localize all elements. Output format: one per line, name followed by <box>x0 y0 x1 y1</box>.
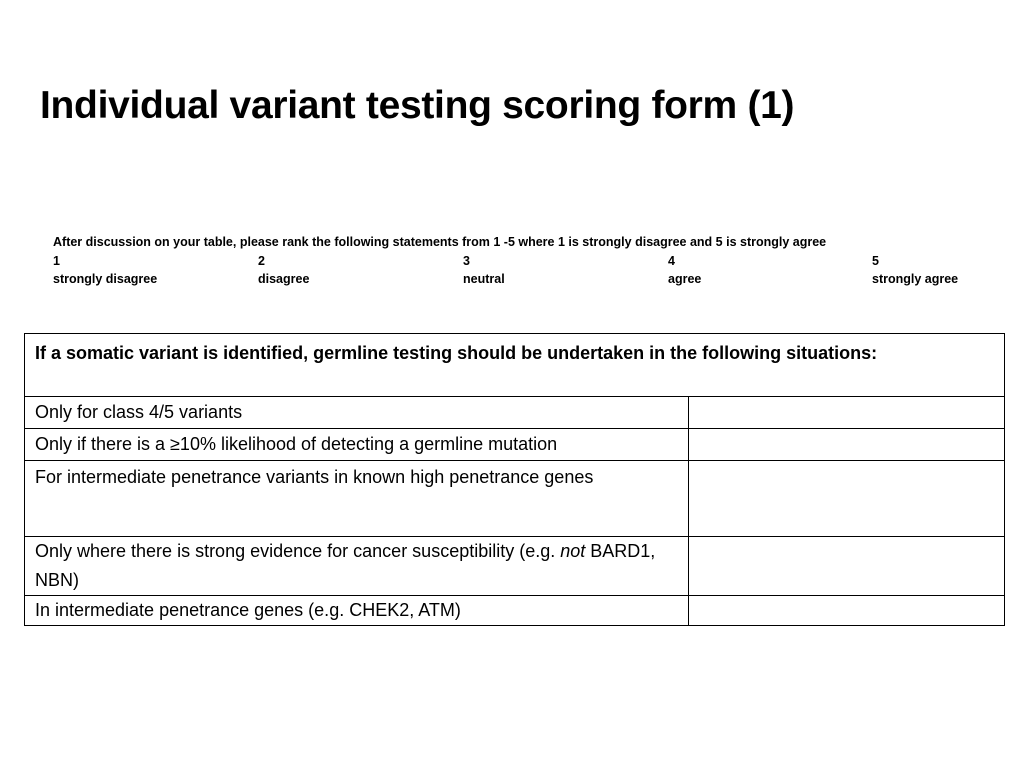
table-header-cell: If a somatic variant is identified, germline testing should be undertaken in the following situations: <box>25 334 1005 397</box>
score-cell[interactable] <box>689 397 1005 429</box>
table-row <box>25 397 1005 429</box>
statement-cell: In intermediate penetrance genes (e.g. CHEK2, ATM) <box>25 596 689 626</box>
scale-values-row <box>53 252 973 271</box>
scale-value-2: 2 <box>258 253 265 268</box>
scale-value-3: 3 <box>463 253 470 268</box>
page-title: Individual variant testing scoring form (1) <box>40 84 795 127</box>
score-cell[interactable] <box>689 537 1005 596</box>
scale-value-1: 1 <box>53 253 60 268</box>
statement-cell <box>25 537 689 596</box>
table-row <box>25 461 1005 537</box>
statement-cell: Only if there is a ≥10% likelihood of detecting a germline mutation <box>25 429 689 461</box>
score-cell[interactable] <box>689 429 1005 461</box>
table-row <box>25 537 1005 596</box>
statement-cell: Only for class 4/5 variants <box>25 397 689 429</box>
scoring-table <box>24 333 1005 626</box>
scale-label-3: neutral <box>463 272 505 286</box>
statement-text-end: BARD1, NBN) <box>35 541 656 590</box>
statement-cell <box>25 461 689 537</box>
scale-labels-row <box>53 270 973 289</box>
scale-label-2: disagree <box>258 272 310 286</box>
statement-text-start: Only where there is strong evidence for cancer susceptibility (e.g. <box>35 541 561 561</box>
instructions-text: After discussion on your table, please rank the following statements from 1 -5 where 1 is strongly disagree and 5 is strongly agree <box>53 235 827 249</box>
statement-emphasis: not <box>560 541 586 561</box>
table-row <box>25 596 1005 626</box>
instructions-block <box>53 233 973 289</box>
scale-label-4: agree <box>668 272 702 286</box>
scale-label-5: strongly agree <box>872 272 959 286</box>
statement-text: For intermediate penetrance variants in known high penetrance genes <box>35 467 594 487</box>
score-cell[interactable] <box>689 461 1005 537</box>
scale-label-1: strongly disagree <box>53 272 158 286</box>
table-header-row <box>25 334 1005 397</box>
table-row <box>25 429 1005 461</box>
scale-value-5: 5 <box>872 253 879 268</box>
scale-value-4: 4 <box>668 253 675 268</box>
score-cell[interactable] <box>689 596 1005 626</box>
